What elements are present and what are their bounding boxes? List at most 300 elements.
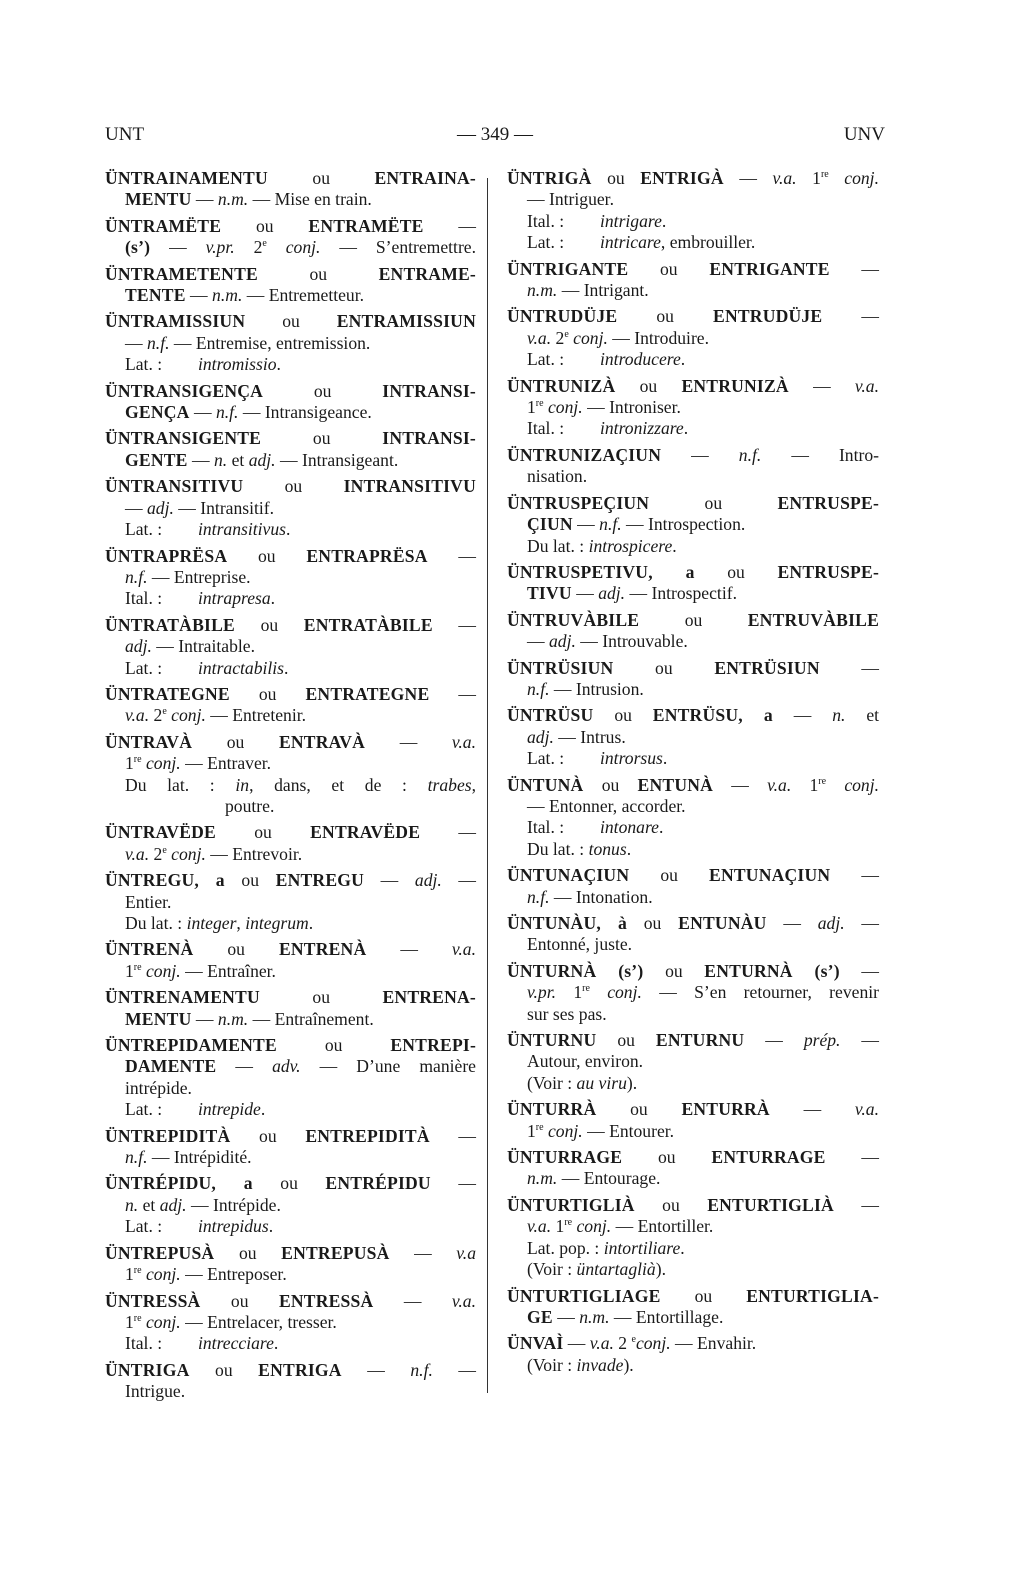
superscript: re — [818, 775, 827, 787]
text: — Entraîner. — [180, 960, 276, 981]
entry-line — [105, 237, 476, 258]
text: ou — [257, 263, 379, 284]
text: — — [191, 189, 218, 210]
text: 1 — [527, 1120, 536, 1141]
text: — Intraitable. — [151, 636, 255, 657]
text: Entonné, juste. — [527, 934, 633, 955]
superscript: re — [133, 1265, 142, 1277]
text: — Introduire. — [607, 327, 710, 348]
text: ou — [596, 1030, 656, 1051]
text: , embrouiller. — [660, 232, 756, 253]
entry-headline — [105, 939, 476, 960]
entry-line — [507, 1238, 879, 1259]
text: ou — [243, 476, 344, 497]
text: Autour, environ. — [527, 1051, 644, 1072]
text: — — [527, 631, 549, 652]
superscript: re — [582, 983, 590, 995]
text: — — [429, 683, 477, 704]
dictionary-entry — [507, 1099, 879, 1142]
text: ou — [613, 657, 715, 678]
entry-line — [105, 961, 476, 982]
dictionary-entry — [507, 168, 879, 254]
etymology-line — [105, 519, 476, 540]
etymology-label: Lat. : — [125, 1216, 163, 1237]
headword: ENTRENA- — [382, 987, 476, 1008]
italic-text: n.f. — [125, 566, 148, 587]
text: (Voir : — [527, 1072, 577, 1093]
text: — S’entremettre. — [320, 237, 477, 258]
entry-headline — [507, 1286, 879, 1307]
italic-text: conj. — [285, 237, 321, 258]
italic-text: conj. — [171, 705, 206, 726]
text: — — [189, 402, 216, 423]
italic-text: conj. — [547, 397, 583, 418]
text: — Entrevoir. — [205, 843, 303, 864]
text: — — [185, 285, 213, 306]
italic-text: n.f. — [147, 332, 170, 353]
headword: ÜNVAÌ — [507, 1333, 564, 1354]
headword: ÜNTRENAMENTU — [105, 987, 260, 1008]
headword: GENÇA — [125, 402, 190, 423]
italic-text: v.a. — [772, 168, 797, 188]
text: Du lat. : — [527, 838, 589, 859]
headword: ÜNTRÜSIUN — [507, 657, 614, 678]
headword: ÜNTRANSIGENÇA — [105, 380, 264, 401]
entry-line — [105, 636, 476, 657]
text: — — [825, 1147, 879, 1168]
dictionary-entry — [105, 216, 476, 259]
text: — Intriguer. — [527, 189, 614, 210]
headword: ENTRENÀ — [278, 939, 367, 960]
entry-line — [507, 839, 879, 860]
italic-text: conj. — [145, 1311, 181, 1332]
entry-line — [507, 397, 879, 418]
text: ou — [261, 428, 383, 449]
italic-text: n.m. — [217, 1008, 249, 1029]
text: ou — [200, 1290, 279, 1311]
italic-text: adj. — [598, 583, 626, 604]
italic-text: in — [235, 774, 250, 795]
entry-headline — [507, 306, 879, 327]
dictionary-entry — [507, 1030, 879, 1094]
italic-text: n.m. — [212, 285, 243, 306]
text: 2 — [613, 1333, 632, 1354]
entry-headline — [507, 705, 879, 726]
entry-headline — [105, 168, 476, 189]
entry-line — [105, 498, 476, 519]
headword: ÜNTRIGÀ — [507, 168, 592, 188]
text: — — [373, 1290, 452, 1311]
entry-line — [507, 583, 879, 604]
text: — — [766, 913, 818, 933]
superscript: re — [820, 169, 829, 180]
etymology-label: Ital. : — [125, 588, 163, 609]
text: sur ses pas. — [527, 1003, 607, 1024]
text: — Entraînement. — [248, 1008, 374, 1029]
text: ou — [694, 561, 778, 582]
headword: DAMENTE — [125, 1056, 217, 1077]
headword: ENTREPI- — [390, 1035, 476, 1056]
italic-text: introrsus — [600, 748, 663, 769]
italic-text: conj. — [844, 168, 879, 188]
etymology-label: Ital. : — [527, 817, 565, 838]
headword: ÜNTUNÀ — [507, 774, 584, 795]
text: ou — [617, 306, 714, 327]
entry-line — [507, 1355, 879, 1376]
etymology-line — [507, 748, 879, 769]
entry-headline — [105, 381, 476, 402]
italic-text: adj. — [125, 636, 152, 657]
text: — S’en retourner, revenir — [641, 982, 879, 1003]
entry-line — [105, 1381, 476, 1402]
italic-text: adj. — [414, 870, 442, 891]
dictionary-entry — [507, 259, 879, 302]
text: — — [830, 865, 879, 886]
text: 1 — [791, 774, 819, 795]
text: Entier. — [125, 891, 172, 912]
entry-headline — [507, 562, 879, 583]
italic-text: v.a. — [854, 1099, 880, 1120]
entry-headline — [507, 259, 879, 280]
entry-headline — [105, 1291, 476, 1312]
headword: ENTRUVÀBILE — [747, 609, 879, 630]
headword: ÜNTURTIGLIAGE — [507, 1285, 661, 1306]
dictionary-entry — [507, 445, 879, 488]
etymology-label: Lat. : — [527, 349, 565, 370]
headword: ÜNTRUSPETIVU, a — [507, 561, 695, 582]
text: — — [441, 870, 477, 891]
italic-text: adj. — [527, 726, 554, 747]
text: poutre. — [225, 795, 275, 816]
entry-line — [105, 450, 476, 471]
italic-text: adj. — [549, 631, 576, 652]
headword: ÜNTRATÀBILE — [105, 614, 235, 635]
headword: ÜNTRAMËTE — [105, 215, 222, 236]
italic-text: intricare — [600, 232, 661, 253]
etymology-label: Lat. : — [527, 232, 565, 253]
headword: ÜNTRATEGNE — [105, 683, 230, 704]
etymology-line — [507, 418, 879, 439]
italic-text: n. — [125, 1194, 139, 1215]
text: — — [571, 583, 599, 604]
italic-text: prép. — [803, 1030, 841, 1051]
text: — Intrus. — [553, 726, 626, 747]
text: — — [432, 1359, 476, 1380]
superscript: e — [262, 238, 267, 250]
italic-text: n.m. — [527, 1168, 558, 1189]
italic-text: integer — [186, 913, 237, 933]
text: — Entortiller. — [611, 1216, 714, 1237]
headword: ÜNTRANSITIVU — [105, 476, 244, 497]
text: — Intrépide. — [186, 1194, 281, 1215]
entry-headline — [105, 428, 476, 449]
text: — Entremetteur. — [242, 285, 365, 306]
text: ou — [629, 865, 710, 886]
text: ou — [193, 939, 279, 960]
headword: TIVU — [527, 583, 572, 604]
entry-line — [105, 189, 476, 210]
text: . — [672, 535, 677, 556]
entry-headline — [507, 913, 879, 934]
text: ou — [628, 258, 710, 279]
entry-line — [105, 1056, 476, 1077]
dictionary-entry — [507, 610, 879, 653]
entry-headline — [105, 311, 476, 332]
italic-text: adj. — [248, 449, 276, 470]
entry-line — [507, 1051, 879, 1072]
text: Du lat. : — [125, 774, 236, 795]
entry-line — [507, 934, 879, 955]
text: 1 — [125, 753, 134, 774]
entry-headline — [507, 775, 879, 796]
headword: ÜNTRUNIZÀ — [507, 375, 616, 396]
italic-text: n.m. — [579, 1306, 610, 1327]
text: — — [420, 822, 476, 843]
headword: ÜNTRAINAMENTU — [105, 168, 268, 188]
text: ou — [591, 168, 641, 188]
headword: ENTRUSPE- — [777, 561, 879, 582]
italic-text: conj. — [547, 1120, 583, 1141]
entry-headline — [105, 1126, 476, 1147]
italic-text: v.a. — [527, 327, 552, 348]
text: — Entortillage. — [609, 1306, 724, 1327]
italic-text: v.a. — [767, 774, 792, 795]
italic-text: conj. — [844, 774, 880, 795]
entry-line — [507, 189, 879, 210]
dictionary-entry — [507, 865, 879, 908]
text: — — [713, 774, 768, 795]
text: — Intransigeant. — [275, 449, 399, 470]
italic-text: v.a. — [451, 1290, 477, 1311]
text: — — [822, 306, 880, 327]
entry-headline — [105, 476, 476, 497]
text: — Entrelacer, tresser. — [180, 1311, 337, 1332]
dictionary-entry — [507, 658, 879, 701]
headword: ÜNTRAVÀ — [105, 731, 193, 752]
text: ou — [276, 1035, 391, 1056]
headword: ÜNTRUDÜJE — [507, 306, 618, 327]
superscript: re — [133, 1312, 142, 1324]
entry-line — [105, 333, 476, 354]
text: . — [680, 349, 686, 370]
text: . — [284, 657, 289, 678]
text: ou — [224, 870, 276, 891]
headword: ÜNTREPIDAMENTE — [105, 1035, 277, 1056]
italic-text: introspicere — [588, 535, 673, 556]
dictionary-entry — [105, 684, 476, 727]
italic-text: introducere — [600, 349, 681, 370]
etymology-line — [105, 1099, 476, 1120]
text: — — [563, 1333, 590, 1354]
text: . — [662, 748, 668, 769]
text: 1 — [125, 1311, 134, 1332]
italic-text: conj. — [145, 753, 181, 774]
running-head — [105, 124, 885, 154]
etymology-label: Ital. : — [125, 1333, 163, 1354]
text: et — [227, 449, 249, 470]
italic-text: integrum — [245, 913, 309, 933]
entry-headline — [105, 546, 476, 567]
text: ou — [267, 168, 375, 188]
headword: MENTU — [125, 189, 192, 210]
entry-line — [507, 1307, 879, 1328]
dictionary-entry — [507, 1333, 879, 1376]
text: — — [840, 1030, 880, 1051]
text: — Intransitif. — [173, 497, 275, 518]
headword: ÜNTRUSPEÇIUN — [507, 492, 650, 513]
entry-headline — [507, 168, 879, 189]
entry-headline — [105, 216, 476, 237]
entry-line — [105, 913, 476, 934]
headword: ÜNTRAMETENTE — [105, 263, 258, 284]
text: . — [626, 838, 632, 859]
headword: ENTREPIDITÀ — [305, 1125, 430, 1146]
entry-headline — [105, 987, 476, 1008]
entry-headline — [105, 615, 476, 636]
entry-headline — [105, 1035, 476, 1056]
headword: ÜNTRIGA — [105, 1359, 190, 1380]
text: 1 — [125, 1264, 134, 1285]
headword: ÜNTURRAGE — [507, 1147, 623, 1168]
headword: ENTURRÀ — [681, 1099, 770, 1120]
entry-headline — [105, 1173, 476, 1194]
text: ou — [634, 1194, 708, 1215]
dictionary-entry — [507, 493, 879, 557]
headword: ENTRIGÀ — [640, 168, 724, 188]
entry-line — [105, 796, 476, 817]
headword: ÜNTRIGANTE — [507, 258, 629, 279]
text: et — [138, 1194, 160, 1215]
text: — Intrigant. — [557, 280, 649, 301]
entry-line — [105, 1264, 476, 1285]
italic-text: n.f. — [125, 1147, 148, 1168]
dictionary-entry — [507, 376, 879, 440]
headword: ÜNTRESSÀ — [105, 1290, 201, 1311]
superscript: e — [162, 844, 167, 856]
text: 2 — [149, 705, 163, 726]
dictionary-entry — [105, 939, 476, 982]
superscript: re — [535, 1121, 544, 1133]
dictionary-entry — [105, 1243, 476, 1286]
text: ou — [252, 1173, 326, 1194]
text: ou — [227, 545, 307, 566]
italic-text: adj. — [817, 913, 845, 933]
headword: ENTURNÀ (s’) — [704, 960, 840, 981]
entry-headline — [507, 1147, 879, 1168]
dictionary-entry — [507, 775, 879, 861]
superscript: re — [133, 961, 142, 973]
etymology-line — [507, 349, 879, 370]
text: ou — [214, 1242, 282, 1263]
dictionary-entry — [507, 961, 879, 1025]
entry-headline — [105, 822, 476, 843]
italic-text: au viru — [576, 1072, 627, 1093]
header-left-guide-word: UNT — [105, 124, 145, 145]
text: . — [268, 1216, 274, 1237]
italic-text: tonus — [588, 838, 627, 859]
etymology-label: Lat. : — [125, 519, 163, 540]
text: ou — [245, 311, 337, 332]
superscript: re — [133, 754, 142, 766]
headword: ENTRAINA- — [374, 168, 476, 188]
headword: ENTRÜSU, a — [652, 705, 773, 726]
italic-text: intronizzare — [600, 418, 684, 439]
text: — Introuvable. — [575, 631, 688, 652]
text: (Voir : — [527, 1259, 577, 1280]
text: ou — [622, 1147, 712, 1168]
text: ). — [623, 1354, 634, 1375]
text: . — [276, 354, 281, 375]
headword: GENTE — [125, 449, 188, 470]
text — [590, 982, 607, 1002]
headword: GE — [527, 1306, 553, 1327]
etymology-label: Lat. : — [125, 1099, 163, 1120]
italic-text: intransitivus — [198, 519, 286, 540]
text: ou — [660, 1285, 747, 1306]
entry-line — [507, 1168, 879, 1189]
text: — — [833, 1194, 880, 1215]
etymology-line — [105, 1333, 476, 1354]
italic-text: n.f. — [215, 402, 239, 423]
italic-text: intrepide — [198, 1099, 261, 1120]
entry-line — [507, 679, 879, 700]
text: — — [216, 1056, 273, 1077]
headword: INTRANSI- — [382, 428, 476, 449]
text: — Intrusion. — [549, 678, 644, 699]
text: , — [236, 913, 246, 933]
page-number: — 349 — — [457, 124, 533, 145]
text: — — [788, 375, 855, 396]
headword: ENTRAPRËSA — [306, 545, 428, 566]
text: — — [187, 449, 214, 470]
text: 2 — [551, 327, 565, 348]
entry-line — [105, 1078, 476, 1099]
text: nisation. — [527, 466, 588, 487]
italic-text: conj. — [145, 960, 181, 981]
entry-headline — [507, 610, 879, 631]
headword: ENTREPUSÀ — [281, 1242, 390, 1263]
headword: ÜNTURRÀ — [507, 1099, 597, 1120]
etymology-label: Ital. : — [527, 210, 565, 231]
entry-line — [507, 514, 879, 535]
italic-text: intrapresa — [198, 588, 271, 609]
headword: ÜNTRENÀ — [105, 939, 194, 960]
headword: (s’) — [125, 237, 151, 258]
headword: ÜNTRÜSU — [507, 705, 594, 726]
headword: ÜNTUNÀU, à — [507, 913, 627, 933]
text: — — [150, 237, 206, 258]
entry-line — [105, 1009, 476, 1030]
text: — — [844, 913, 880, 933]
entry-headline — [507, 658, 879, 679]
headword: ENTRESSÀ — [278, 1290, 374, 1311]
headword: ÜNTRAMISSIUN — [105, 311, 246, 332]
etymology-line — [507, 817, 879, 838]
dictionary-entry — [105, 732, 476, 818]
entry-line — [105, 285, 476, 306]
entry-line — [507, 280, 879, 301]
headword: ÜNTRANSIGENTE — [105, 428, 262, 449]
entry-line — [105, 1147, 476, 1168]
column-divider — [487, 178, 488, 1393]
headword: ENTRIGA — [258, 1359, 342, 1380]
etymology-line — [105, 588, 476, 609]
dictionary-entry — [507, 1286, 879, 1329]
text: ou — [215, 822, 311, 843]
text: ou — [593, 705, 653, 726]
italic-text: conj. — [573, 327, 608, 348]
italic-text: v.a. — [451, 939, 477, 960]
